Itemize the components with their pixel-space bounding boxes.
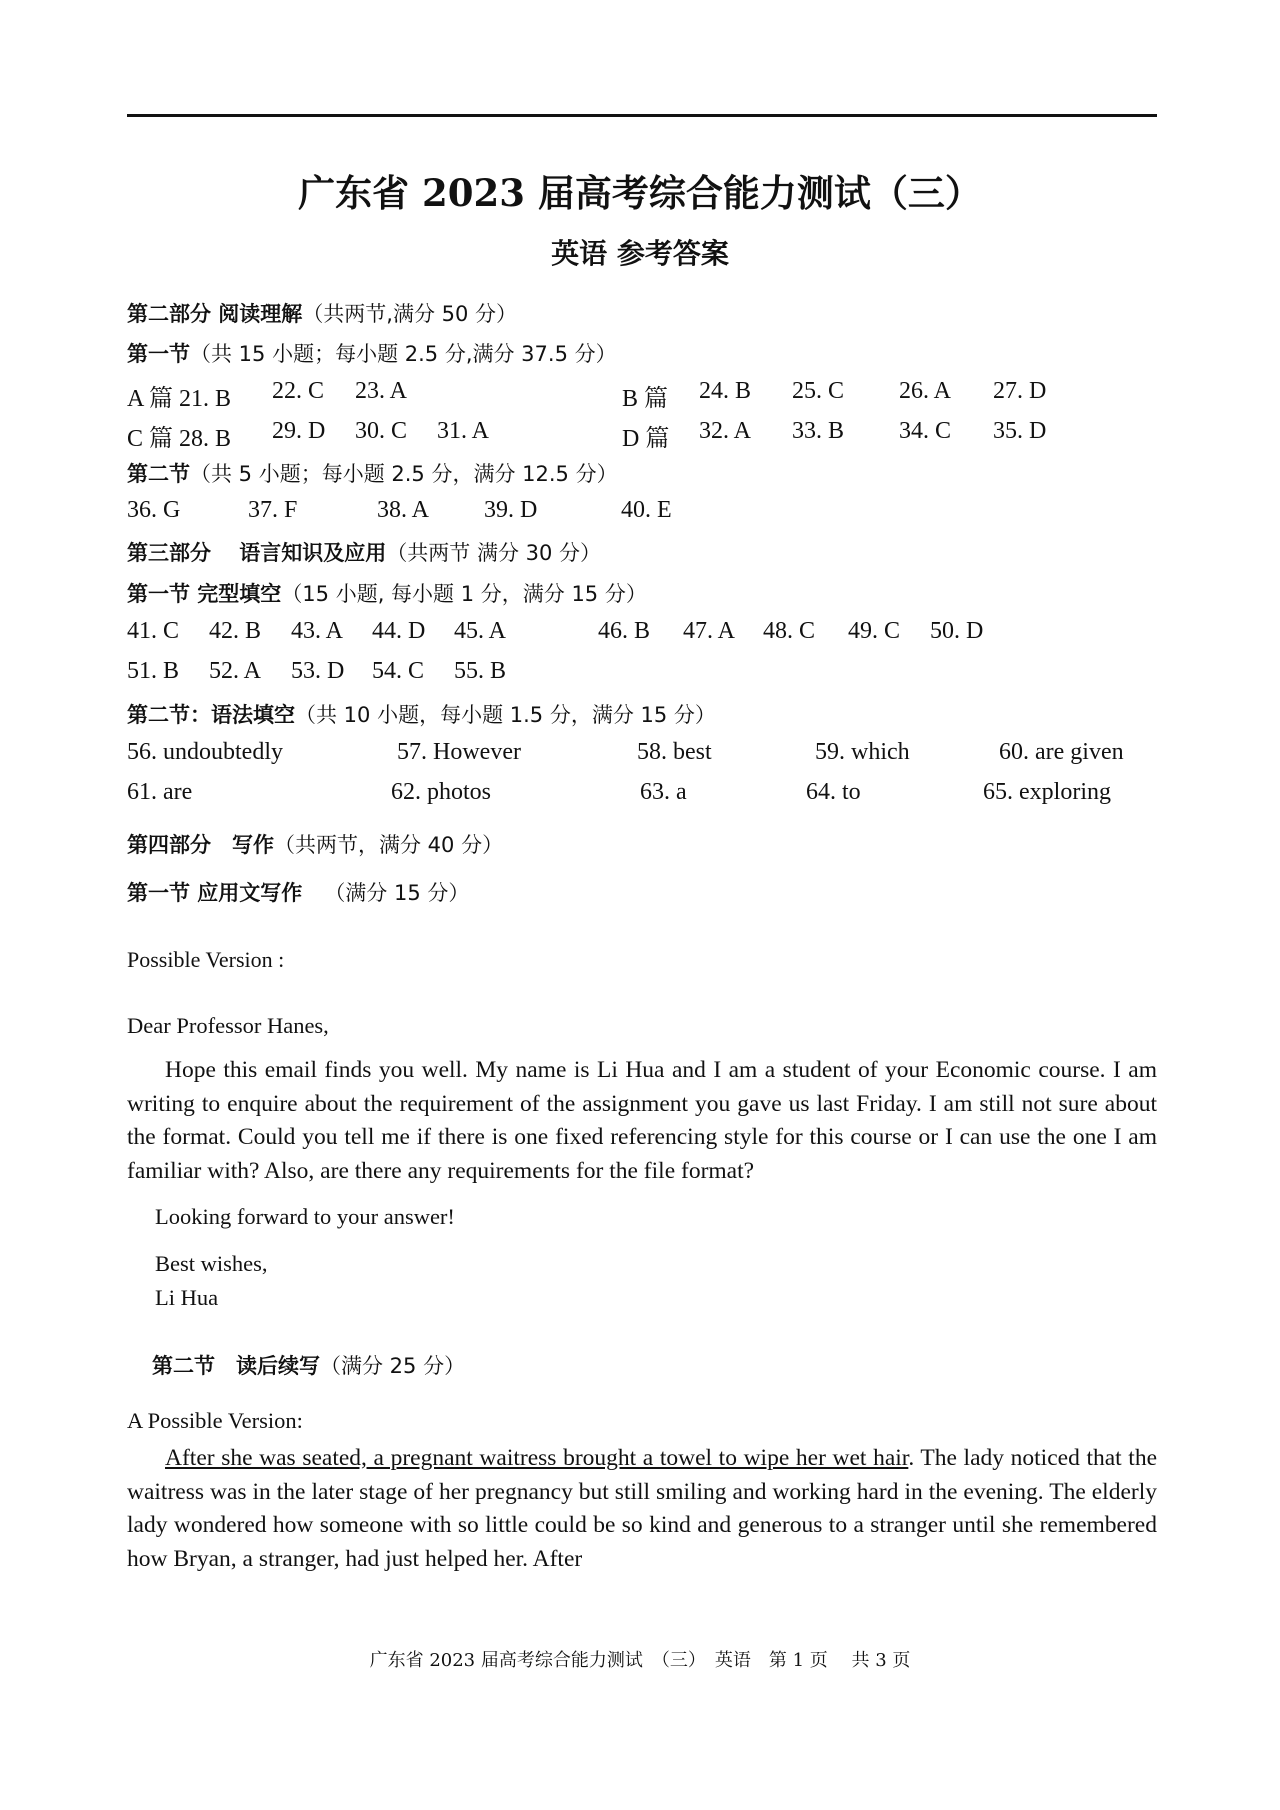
answer-item: 36. G (127, 497, 181, 523)
answer-row (127, 378, 1157, 412)
applied-writing-heading: 第一节 应用文写作 （满分 15 分） (127, 881, 470, 905)
page-subtitle: 英语 参考答案 (551, 237, 729, 270)
answer-item: 24. B (699, 378, 752, 404)
possible-version-label-2: A Possible Version: (127, 1408, 303, 1433)
answer-item: 46. B (598, 618, 651, 644)
answer-item: 55. B (454, 658, 507, 684)
letter-signoff: Best wishes, (155, 1251, 268, 1276)
answer-row (127, 658, 1157, 688)
answer-item: 25. C (792, 378, 845, 404)
answer-item: 29. D (272, 418, 326, 444)
answer-item: 47. A (683, 618, 736, 644)
page-title: 广东省 2023 届高考综合能力测试（三） (298, 171, 982, 215)
page-footer: 广东省 2023 届高考综合能力测试 （三） 英语 第 1 页 共 3 页 (369, 1650, 911, 1671)
answer-item: 41. C (127, 618, 180, 644)
answer-item: 37. F (248, 497, 298, 523)
answer-item: 58. best (637, 739, 712, 765)
letter-signature: Li Hua (155, 1285, 219, 1310)
writing-part-heading: 第四部分 写作（共两节，满分 40 分） (127, 833, 504, 857)
answer-row (127, 739, 1157, 769)
answer-item: 48. C (763, 618, 816, 644)
answer-item: 63. a (640, 779, 687, 805)
cloze-heading: 第一节 完型填空（15 小题, 每小题 1 分，满分 15 分） (127, 582, 647, 606)
answer-item: 61. are (127, 779, 193, 805)
answer-item: A 篇 21. B (127, 386, 232, 412)
answer-item: 64. to (806, 779, 861, 805)
answer-item: 57. However (397, 739, 521, 765)
answer-item: 59. which (815, 739, 910, 765)
reading-section2-heading: 第二节（共 5 小题；每小题 2.5 分，满分 12.5 分） (127, 462, 618, 486)
reading-part-heading: 第二部分 阅读理解（共两节,满分 50 分） (127, 302, 518, 326)
answer-item: 50. D (930, 618, 984, 644)
answer-item: 40. E (621, 497, 672, 523)
answer-item: C 篇 28. B (127, 426, 232, 452)
answer-item: 39. D (484, 497, 538, 523)
answer-row (127, 497, 1157, 527)
answer-item: 35. D (993, 418, 1047, 444)
answer-item: 45. A (454, 618, 507, 644)
answer-item: 43. A (291, 618, 344, 644)
reading-section1-heading: 第一节（共 15 小题；每小题 2.5 分,满分 37.5 分） (127, 342, 617, 366)
answer-item: 53. D (291, 658, 345, 684)
language-part-heading: 第三部分 语言知识及应用（共两节 满分 30 分） (127, 541, 602, 565)
story-continuation: . The lady noticed that the waitress was in the later stage of her pregnancy but still smiling and working hard in the evening. The elderly lady wondered how someone with so little could be so kind and generous to a stranger until she remembered how Bryan, a stranger, had just helped her. After (127, 1445, 1158, 1572)
answer-row (127, 618, 1157, 648)
answer-row (127, 418, 1157, 452)
answer-item: B 篇 (622, 386, 669, 412)
top-rule (127, 114, 1157, 117)
answer-item: 31. A (437, 418, 490, 444)
letter-salutation: Dear Professor Hanes, (127, 1013, 329, 1038)
answer-item: 34. C (899, 418, 952, 444)
letter-closing: Looking forward to your answer! (155, 1204, 455, 1229)
answer-item: 49. C (848, 618, 901, 644)
answer-item: 56. undoubtedly (127, 739, 283, 765)
story-first-sentence: After she was seated, a pregnant waitress brought a towel to wipe her wet hair (165, 1445, 909, 1471)
answer-item: 22. C (272, 378, 325, 404)
answer-item: 33. B (792, 418, 845, 444)
answer-item: 23. A (355, 378, 408, 404)
answer-item: D 篇 (622, 426, 670, 452)
answer-item: 52. A (209, 658, 262, 684)
answer-item: 65. exploring (983, 779, 1111, 805)
answer-item: 38. A (377, 497, 430, 523)
grammar-heading: 第二节：语法填空（共 10 小题，每小题 1.5 分，满分 15 分） (127, 703, 716, 727)
answer-item: 62. photos (391, 779, 492, 805)
answer-row (127, 779, 1157, 809)
answer-item: 51. B (127, 658, 180, 684)
answer-item: 26. A (899, 378, 952, 404)
answer-item: 42. B (209, 618, 262, 644)
story-paragraph (127, 1442, 1157, 1576)
answer-item: 30. C (355, 418, 408, 444)
answer-item: 60. are given (999, 739, 1124, 765)
answer-item: 54. C (372, 658, 425, 684)
answer-item: 44. D (372, 618, 426, 644)
answer-item: 32. A (699, 418, 752, 444)
possible-version-label: Possible Version : (127, 947, 285, 972)
letter-body: Hope this email finds you well. My name is Li Hua and I am a student of your Economic course. I am writing to enquire about the requirement of the assignment you gave us last Friday. I am still not sure about the format. Could you tell me if there is one fixed referencing style for this course or I can use the one I am familiar with? Also, are there any requirements for the file format? (127, 1057, 1157, 1184)
answer-item: 27. D (993, 378, 1047, 404)
continuation-writing-heading: 第二节 读后续写（满分 25 分） (152, 1354, 466, 1378)
